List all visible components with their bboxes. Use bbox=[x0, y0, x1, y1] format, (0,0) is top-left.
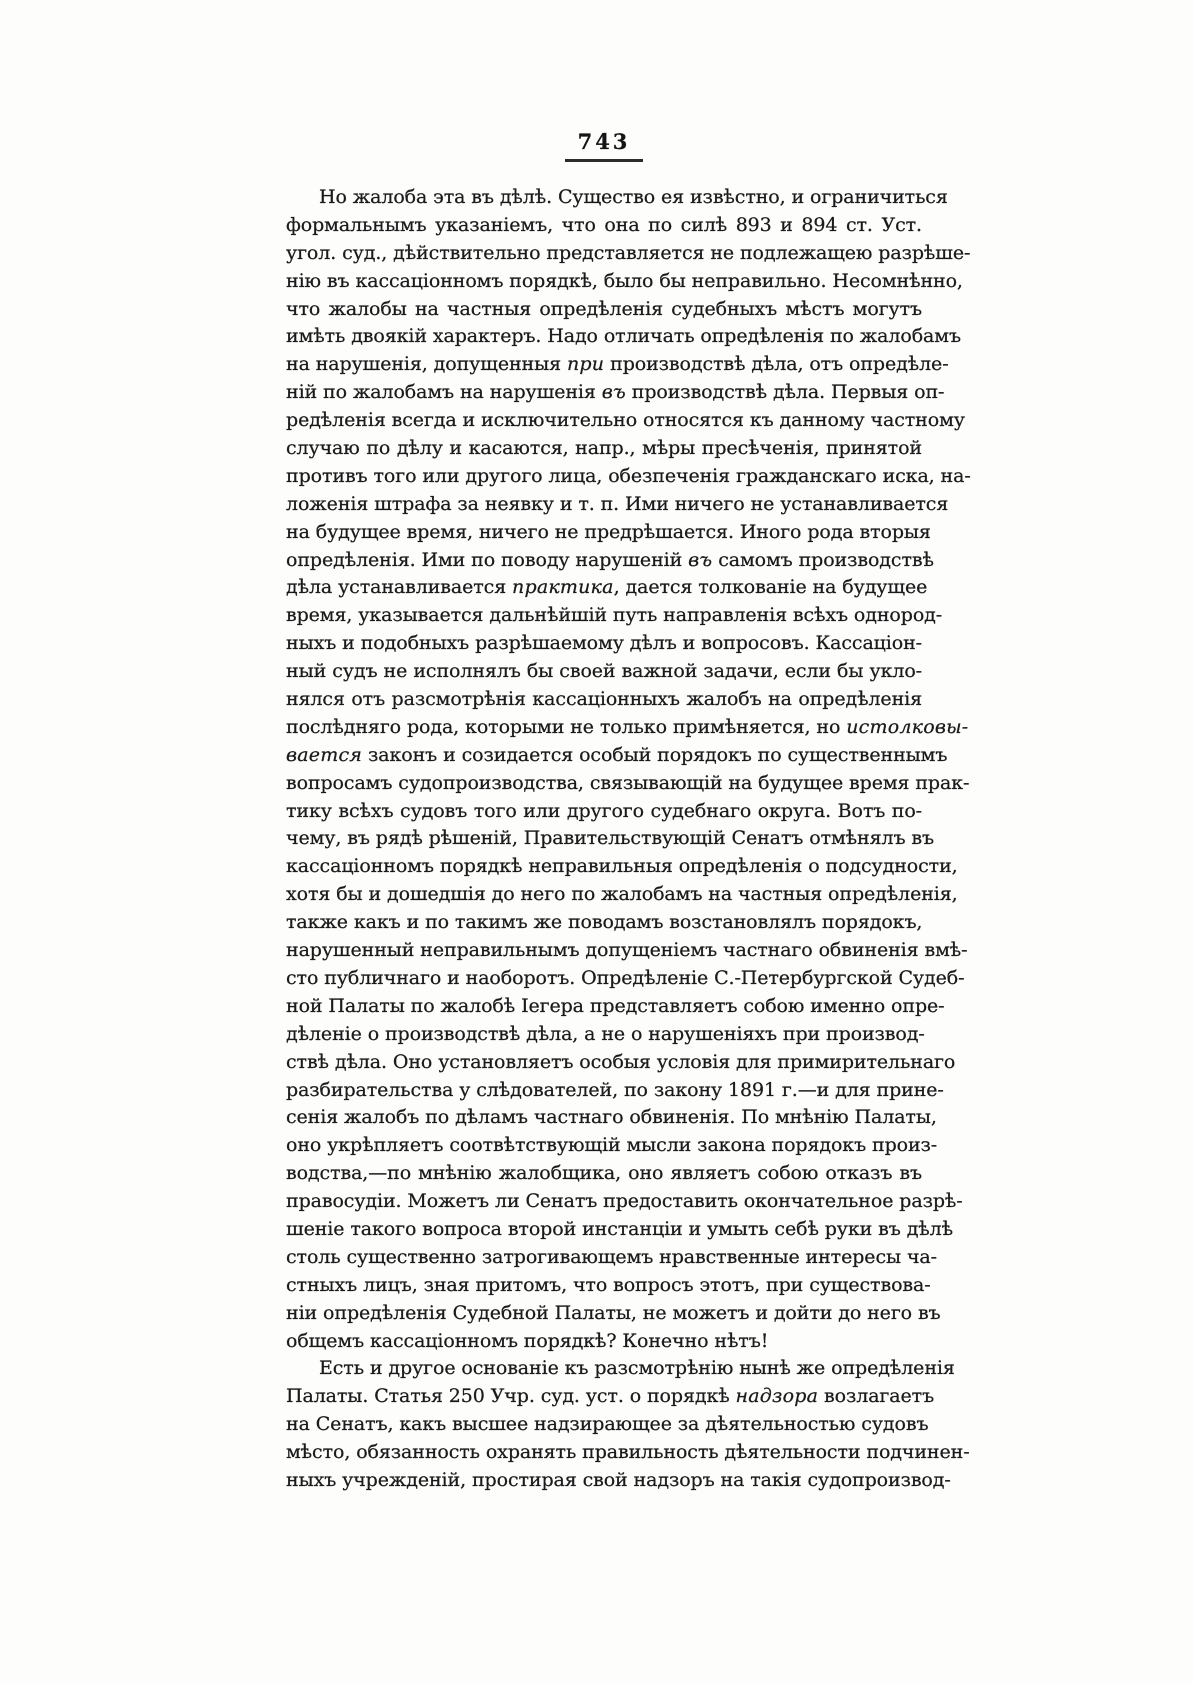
text-line: сенія жалобъ по дѣламъ частнаго обвиненія. По мнѣнію Палаты, bbox=[286, 1106, 937, 1129]
text-line: ній по жалобамъ на нарушенія въ производствѣ дѣла. Первыя оп- bbox=[286, 381, 945, 404]
text-line: водства,—по мнѣнію жалобщика, оно являетъ собою отказъ въ bbox=[286, 1162, 922, 1185]
text-line: ствѣ дѣла. Оно установляетъ особыя условія для примирительнаго bbox=[286, 1050, 956, 1073]
text-line: послѣдняго рода, которыми не только примѣняется, но истолковы- bbox=[286, 715, 969, 738]
body-text-block bbox=[286, 184, 971, 1495]
text-line: опредѣленія. Ими по поводу нарушеній въ самомъ производствѣ bbox=[286, 548, 934, 571]
text-line: редѣленія всегда и исключительно относятся къ данному частному bbox=[286, 409, 965, 432]
text-line: Есть и другое основаніе къ разсмотрѣнію нынѣ же опредѣленія bbox=[319, 1357, 955, 1380]
text-line: ніи опредѣленія Судебной Палаты, не можетъ и дойти до него въ bbox=[286, 1301, 941, 1324]
text-line: правосудіи. Можетъ ли Сенатъ предоставить окончательное разрѣ- bbox=[286, 1190, 963, 1213]
text-line: вается законъ и созидается особый порядокъ по существеннымъ bbox=[286, 743, 948, 766]
text-line: нію въ кассаціонномъ порядкѣ, было бы неправильно. Несомнѣнно, bbox=[286, 269, 963, 292]
text-line: ныхъ и подобныхъ разрѣшаемому дѣлъ и вопросовъ. Кассаціон- bbox=[286, 632, 922, 655]
text-line: на нарушенія, допущенныя при производствѣ дѣла, отъ опредѣле- bbox=[286, 353, 949, 376]
page-number-rule bbox=[565, 159, 643, 162]
text-line: на Сенатъ, какъ высшее надзирающее за дѣятельностью судовъ bbox=[286, 1413, 929, 1436]
text-line: дѣленіе о производствѣ дѣла, а не о нарушеніяхъ при производ- bbox=[286, 1022, 925, 1045]
page-header bbox=[286, 130, 922, 162]
text-line: дѣла устанавливается практика, дается толкованіе на будущее bbox=[286, 576, 928, 599]
text-line: сто публичнаго и наоборотъ. Опредѣленіе С.-Петербургской Судеб- bbox=[286, 966, 965, 989]
text-line: мѣсто, обязанность охранять правильность дѣятельности подчинен- bbox=[286, 1441, 970, 1464]
text-line: Палаты. Статья 250 Учр. суд. уст. о порядкѣ надзора возлагаетъ bbox=[286, 1385, 935, 1408]
text-line: хотя бы и дошедшія до него по жалобамъ на частныя опредѣленія, bbox=[286, 883, 958, 906]
text-line: стныхъ лицъ, зная притомъ, что вопросъ этотъ, при существова- bbox=[286, 1273, 931, 1296]
text-line: разбирательства у слѣдователей, по закону 1891 г.—и для прине- bbox=[286, 1078, 944, 1101]
text-line: также какъ и по такимъ же поводамъ возстановлялъ порядокъ, bbox=[286, 911, 923, 934]
text-line: столь существенно затрогивающемъ нравственные интересы ча- bbox=[286, 1245, 937, 1268]
text-line: общемъ кассаціонномъ порядкѣ? Конечно нѣтъ! bbox=[286, 1329, 769, 1352]
text-line: нялся отъ разсмотрѣнія кассаціонныхъ жалобъ на опредѣленія bbox=[286, 688, 922, 711]
text-line: ный судъ не исполнялъ бы своей важной задачи, если бы укло- bbox=[286, 660, 922, 683]
text-line: вопросамъ судопроизводства, связывающій на будущее время прак- bbox=[286, 771, 970, 794]
text-line: на будущее время, ничего не предрѣшается. Иного рода вторыя bbox=[286, 520, 931, 543]
text-line: формальнымъ указаніемъ, что она по силѣ 893 и 894 ст. Уст. bbox=[286, 213, 922, 236]
text-line: шеніе такого вопроса второй инстанціи и умыть себѣ руки въ дѣлѣ bbox=[286, 1217, 953, 1240]
text-line: ной Палаты по жалобѣ Іегера представляетъ собою именно опре- bbox=[286, 994, 945, 1017]
text-line: имѣть двоякій характеръ. Надо отличать опредѣленія по жалобамъ bbox=[286, 325, 961, 348]
text-line: противъ того или другого лица, обезпеченія гражданскаго иска, на- bbox=[286, 464, 971, 487]
text-line: оно укрѣпляетъ соотвѣтствующій мысли закона порядокъ произ- bbox=[286, 1134, 938, 1157]
text-line: Но жалоба эта въ дѣлѣ. Существо ея извѣстно, и ограничиться bbox=[319, 186, 948, 208]
text-line: нарушенный неправильнымъ допущеніемъ частнаго обвиненія вмѣ- bbox=[286, 939, 968, 962]
text-line: случаю по дѣлу и касаются, напр., мѣры пресѣченія, принятой bbox=[286, 437, 922, 460]
page-number: 743 bbox=[577, 129, 631, 154]
text-line: угол. суд., дѣйствительно представляется не подлежащею разрѣше- bbox=[286, 241, 971, 264]
text-line: ложенія штрафа за неявку и т. п. Ими ничего не устанавливается bbox=[286, 492, 949, 515]
text-line: кассаціонномъ порядкѣ неправильныя опредѣленія о подсудности, bbox=[286, 855, 958, 878]
text-line: что жалобы на частныя опредѣленія судебныхъ мѣстъ могутъ bbox=[286, 297, 922, 320]
text-line: тику всѣхъ судовъ того или другого судебнаго округа. Вотъ по- bbox=[286, 799, 922, 822]
text-line: время, указывается дальнѣйшій путь направленія всѣхъ однород- bbox=[286, 604, 943, 627]
text-line: чему, въ рядѣ рѣшеній, Правительствующій Сенатъ отмѣнялъ въ bbox=[286, 827, 934, 850]
text-line: ныхъ учрежденій, простирая свой надзоръ на такія судопроизвод- bbox=[286, 1468, 951, 1491]
